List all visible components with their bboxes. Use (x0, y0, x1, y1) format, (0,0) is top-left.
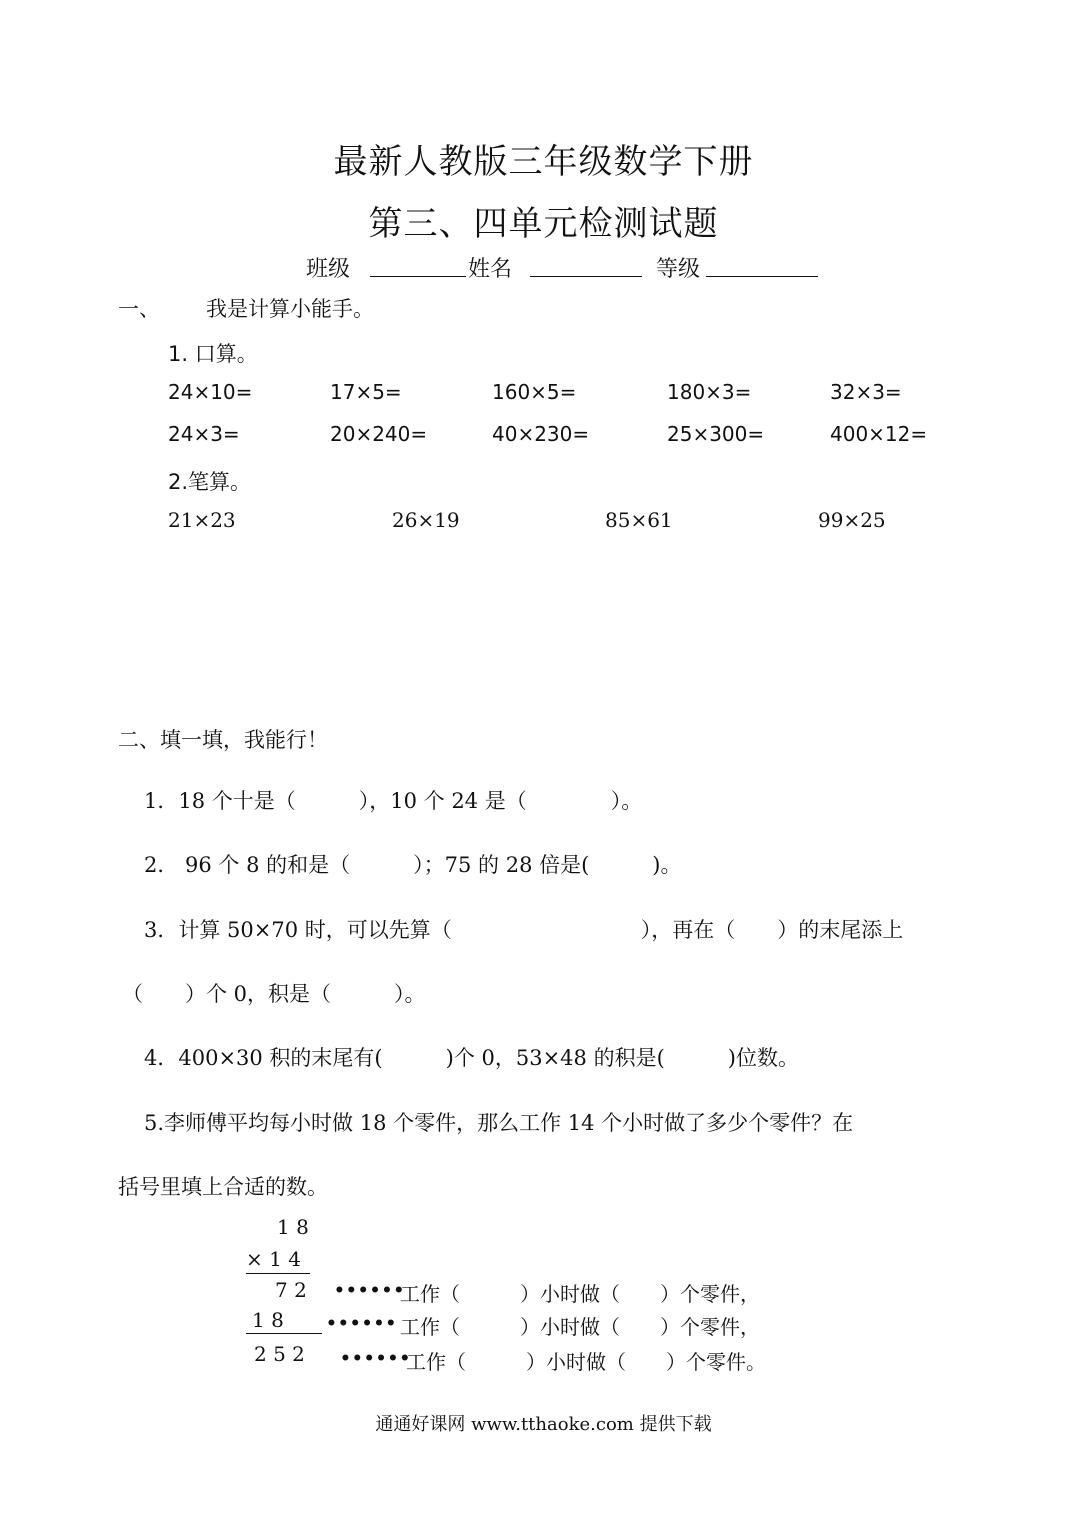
name-blank (530, 276, 642, 277)
page-title: 最新人教版三年级数学下册 (333, 142, 754, 182)
written-label: 2.笔算。 (168, 470, 252, 494)
calc-multiplier: × 1 4 (246, 1247, 301, 1271)
oral-item: 24×3= (168, 422, 240, 446)
class-blank (370, 276, 466, 277)
calc-partial-2: 1 8 (252, 1308, 284, 1332)
section1-heading: 我是计算小能手。 (206, 297, 374, 321)
oral-item: 400×12= (830, 422, 928, 446)
page-subtitle: 第三、四单元检测试题 (368, 204, 719, 244)
footer-text: 通通好课网 www.tthaoke.com 提供下载 (375, 1414, 712, 1435)
written-item: 99×25 (818, 508, 886, 532)
dotted-leader: •••••• (340, 1349, 412, 1369)
oral-item: 32×3= (830, 380, 902, 404)
oral-item: 160×5= (492, 380, 577, 404)
question-3-line1: 3．计算 50×70 时，可以先算（ ），再在（ ）的末尾添上 (144, 918, 904, 942)
calc-partial-1: 7 2 (275, 1278, 307, 1302)
question-5-line2: 括号里填上合适的数。 (118, 1175, 328, 1199)
calc-note: 工作（ ）小时做（ ）个零件， (400, 1282, 760, 1306)
oral-item: 25×300= (667, 422, 765, 446)
question-3-line2: （ ）个 0，积是（ ）。 (122, 982, 426, 1006)
calc-result: 2 5 2 (254, 1342, 305, 1366)
question-4: 4．400×30 积的末尾有( )个 0，53×48 的积是( )位数。 (144, 1046, 799, 1070)
oral-item: 180×3= (667, 380, 752, 404)
section2-heading: 二、填一填，我能行！ (118, 728, 328, 752)
written-item: 85×61 (605, 508, 673, 532)
calc-note: 工作（ ）小时做（ ）个零件。 (406, 1350, 766, 1374)
calc-note: 工作（ ）小时做（ ）个零件， (400, 1315, 760, 1339)
grade-label: 等级 (656, 257, 701, 282)
class-label: 班级 (306, 257, 351, 282)
name-label: 姓名 (468, 257, 513, 282)
calc-top-number: 1 8 (277, 1215, 309, 1239)
written-item: 21×23 (168, 508, 236, 532)
oral-item: 24×10= (168, 380, 253, 404)
oral-label: 1. 口算。 (168, 342, 258, 366)
dotted-leader: •••••• (334, 1281, 406, 1301)
dotted-leader: •••••• (326, 1314, 398, 1334)
question-1: 1．18 个十是（ ），10 个 24 是（ ）。 (144, 789, 643, 813)
oral-item: 40×230= (492, 422, 590, 446)
question-5-line1: 5.李师傅平均每小时做 18 个零件，那么工作 14 个小时做了多少个零件？在 (144, 1111, 854, 1135)
calc-rule-2 (246, 1333, 322, 1334)
question-2: 2． 96 个 8 的和是（ ）；75 的 28 倍是( )。 (144, 853, 682, 877)
written-item: 26×19 (392, 508, 460, 532)
section1-number: 一、 (118, 297, 160, 321)
oral-item: 17×5= (330, 380, 402, 404)
calc-rule-1 (246, 1273, 310, 1274)
grade-blank (706, 276, 818, 277)
oral-item: 20×240= (330, 422, 428, 446)
